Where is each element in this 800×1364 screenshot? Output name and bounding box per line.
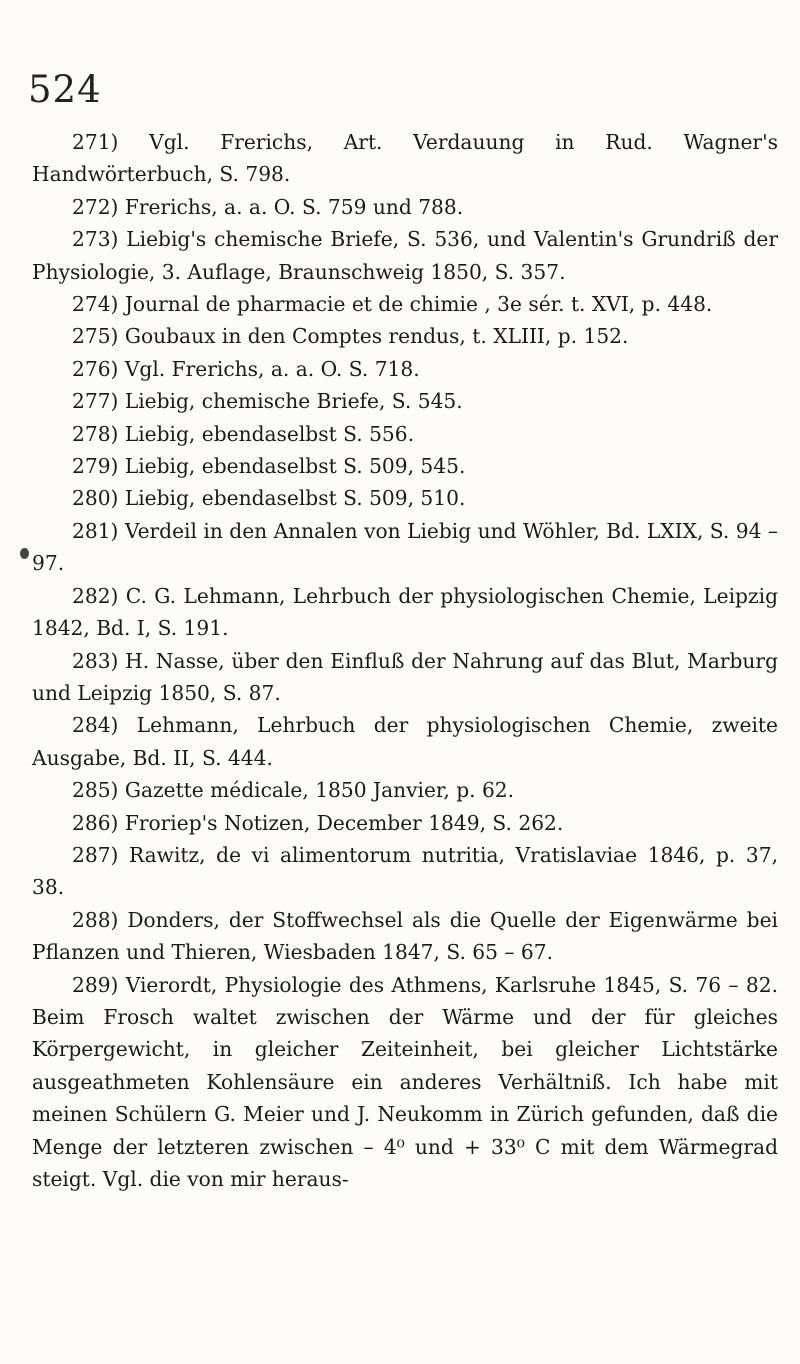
footnote-272: 272) Frerichs, a. a. O. S. 759 und 788. <box>72 194 464 219</box>
footnote-286: 286) Froriep's Notizen, December 1849, S. 262. <box>72 810 564 835</box>
page-number: 524 <box>28 68 102 111</box>
footnote-287: 287) Rawitz, de vi alimentorum nutritia, Vratislaviae 1846, p. 37, 38. <box>32 842 778 900</box>
footnotes-list <box>32 126 778 1195</box>
footnote-285: 285) Gazette médicale, 1850 Janvier, p. 62. <box>72 778 515 803</box>
footnote-283: 283) H. Nasse, über den Einfluß der Nahrung auf das Blut, Marburg und Leipzig 1850, S. 87. <box>32 648 778 705</box>
footnote-277: 277) Liebig, chemische Briefe, S. 545. <box>72 389 463 414</box>
footnote-288: 288) Donders, der Stoffwechsel als die Quelle der Eigenwärme bei Pflanzen und Thieren, Wiesbaden 1847, S. 65 – 67. <box>32 907 778 965</box>
footnote-289: 289) Vierordt, Physiologie des Athmens, Karlsruhe 1845, S. 76 – 82. Beim Frosch waltet zwischen der Wärme und der für gleiches Körpergewicht, in gleicher Zeiteinheit, bei gleicher Lichtstärke ausgeathmeten Kohlensäure ein anderes Verhältniß. Ich habe mit meinen Schülern G. Meier und J. Neukomm in Zürich gefunden, daß die Menge der letzteren zwischen – 4⁰ und + 33⁰ C mit dem Wärmegrad steigt. Vgl. die von mir heraus- <box>32 972 778 1191</box>
footnote-279: 279) Liebig, ebendaselbst S. 509, 545. <box>72 454 466 479</box>
footnote-278: 278) Liebig, ebendaselbst S. 556. <box>72 421 415 446</box>
footnote-284: 284) Lehmann, Lehrbuch der physiologischen Chemie, zweite Ausgabe, Bd. II, S. 444. <box>32 713 778 770</box>
footnote-273: 273) Liebig's chemische Briefe, S. 536, und Valentin's Grundriß der Physiologie, 3. Auflage, Braunschweig 1850, S. 357. <box>32 227 778 284</box>
footnote-276: 276) Vgl. Frerichs, a. a. O. S. 718. <box>72 356 420 381</box>
footnote-274: 274) Journal de pharmacie et de chimie , 3e sér. t. XVI, p. 448. <box>72 292 713 317</box>
footnote-275: 275) Goubaux in den Comptes rendus, t. XLIII, p. 152. <box>72 324 629 349</box>
footnote-281: 281) Verdeil in den Annalen von Liebig und Wöhler, Bd. LXIX, S. 94 – 97. <box>32 518 778 576</box>
footnote-271: 271) Vgl. Frerichs, Art. Verdauung in Rud. Wagner's Handwörterbuch, S. 798. <box>32 130 778 187</box>
footnote-280: 280) Liebig, ebendaselbst S. 509, 510. <box>72 486 466 511</box>
ink-dot-mark <box>20 548 29 559</box>
footnote-282: 282) C. G. Lehmann, Lehrbuch der physiologischen Chemie, Leipzig 1842, Bd. I, S. 191. <box>32 583 778 641</box>
